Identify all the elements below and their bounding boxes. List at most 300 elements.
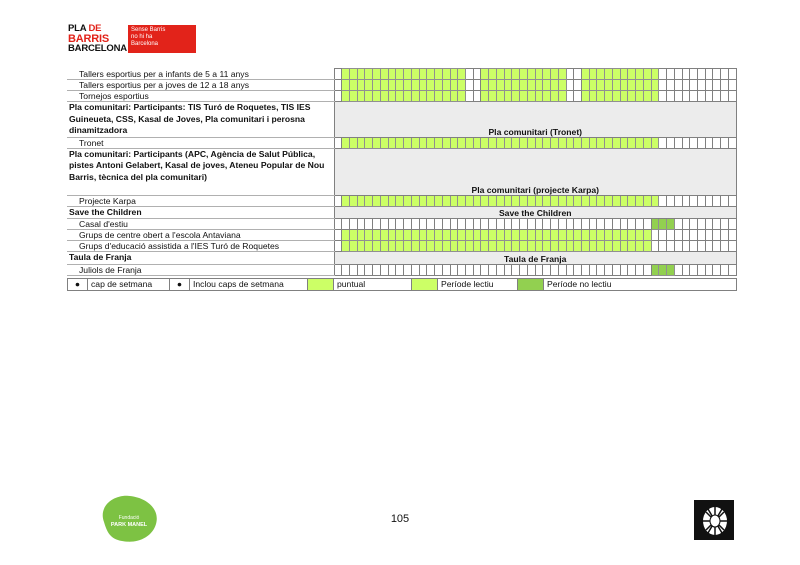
schedule-cell	[674, 219, 682, 230]
legend-swatch-no-lectiu	[518, 279, 544, 291]
schedule-cell	[667, 69, 675, 80]
schedule-cell	[721, 80, 729, 91]
schedule-cell	[543, 219, 551, 230]
schedule-cell	[535, 80, 543, 91]
schedule-cell	[349, 137, 357, 148]
activity-label: Grups de centre obert a l'escola Antaviana	[67, 230, 334, 241]
schedule-cell	[411, 264, 419, 275]
schedule-cell	[442, 80, 450, 91]
schedule-cell	[388, 241, 396, 252]
schedule-cell	[728, 241, 736, 252]
schedule-cell	[442, 137, 450, 148]
schedule-cell	[636, 230, 644, 241]
schedule-cell	[667, 219, 675, 230]
schedule-cell	[504, 219, 512, 230]
schedule-cell	[435, 195, 443, 206]
schedule-cell	[728, 69, 736, 80]
schedule-cell	[404, 69, 412, 80]
schedule-cell	[334, 195, 342, 206]
schedule-cell	[342, 80, 350, 91]
schedule-cell	[442, 91, 450, 102]
schedule-cell	[334, 69, 342, 80]
schedule-cell	[682, 241, 690, 252]
schedule-cell	[458, 264, 466, 275]
schedule-cell	[628, 91, 636, 102]
schedule-cell	[667, 230, 675, 241]
schedule-cell	[380, 264, 388, 275]
schedule-cell	[489, 219, 497, 230]
schedule-cell	[342, 137, 350, 148]
schedule-cell	[404, 137, 412, 148]
activity-row	[67, 195, 737, 206]
activity-row	[67, 230, 737, 241]
schedule-cell	[597, 137, 605, 148]
schedule-cell	[698, 137, 706, 148]
schedule-cell	[620, 241, 628, 252]
schedule-cell	[380, 241, 388, 252]
schedule-cell	[349, 219, 357, 230]
schedule-cell	[396, 241, 404, 252]
schedule-cell	[605, 241, 613, 252]
schedule-cell	[582, 80, 590, 91]
schedule-cell	[612, 69, 620, 80]
schedule-cell	[357, 219, 365, 230]
schedule-cell	[411, 91, 419, 102]
schedule-cell	[690, 264, 698, 275]
schedule-cell	[489, 91, 497, 102]
schedule-cell	[636, 80, 644, 91]
schedule-cell	[496, 69, 504, 80]
schedule-cell	[489, 80, 497, 91]
schedule-cell	[396, 137, 404, 148]
schedule-cell	[582, 195, 590, 206]
schedule-cell	[388, 219, 396, 230]
schedule-cell	[682, 195, 690, 206]
schedule-cell	[574, 219, 582, 230]
schedule-cell	[582, 241, 590, 252]
schedule-cell	[643, 137, 651, 148]
schedule-cell	[481, 195, 489, 206]
schedule-cell	[628, 80, 636, 91]
schedule-cell	[620, 91, 628, 102]
schedule-cell	[682, 264, 690, 275]
schedule-cell	[458, 80, 466, 91]
schedule-cell	[373, 91, 381, 102]
schedule-cell	[512, 80, 520, 91]
schedule-cell	[349, 195, 357, 206]
schedule-cell	[435, 91, 443, 102]
logo-tagline1: Sense Barris	[131, 27, 166, 33]
schedule-cell	[636, 195, 644, 206]
schedule-cell	[396, 195, 404, 206]
schedule-cell	[512, 195, 520, 206]
schedule-cell	[419, 219, 427, 230]
schedule-cell	[612, 264, 620, 275]
schedule-cell	[589, 264, 597, 275]
schedule-cell	[589, 230, 597, 241]
group-band-title: Pla comunitari (Tronet)	[334, 102, 737, 138]
schedule-cell	[558, 264, 566, 275]
schedule-cell	[411, 80, 419, 91]
schedule-cell	[334, 91, 342, 102]
activity-label: Grups d'educació assistida a l'IES Turó de Roquetes	[67, 241, 334, 252]
schedule-cell	[481, 80, 489, 91]
left-logo-text1: Fundació	[118, 515, 140, 521]
schedule-cell	[628, 241, 636, 252]
schedule-cell	[334, 137, 342, 148]
schedule-cell	[597, 264, 605, 275]
schedule-cell	[667, 195, 675, 206]
schedule-cell	[597, 69, 605, 80]
schedule-cell	[651, 219, 659, 230]
legend-label-puntual: puntual	[334, 279, 412, 291]
schedule-cell	[705, 230, 713, 241]
schedule-cell	[527, 91, 535, 102]
schedule-cell	[388, 264, 396, 275]
schedule-cell	[566, 137, 574, 148]
schedule-cell	[535, 230, 543, 241]
schedule-cell	[349, 230, 357, 241]
schedule-cell	[388, 80, 396, 91]
schedule-cell	[473, 80, 481, 91]
schedule-cell	[620, 264, 628, 275]
schedule-cell	[612, 195, 620, 206]
schedule-cell	[504, 80, 512, 91]
schedule-cell	[574, 91, 582, 102]
schedule-cell	[427, 69, 435, 80]
schedule-cell	[698, 195, 706, 206]
schedule-cell	[659, 264, 667, 275]
logo-tagline-box	[128, 25, 196, 53]
schedule-cell	[496, 80, 504, 91]
schedule-cell	[566, 91, 574, 102]
schedule-cell	[496, 195, 504, 206]
schedule-cell	[512, 219, 520, 230]
schedule-cell	[373, 69, 381, 80]
schedule-cell	[442, 230, 450, 241]
schedule-cell	[605, 230, 613, 241]
schedule-cell	[705, 219, 713, 230]
schedule-cell	[574, 241, 582, 252]
schedule-cell	[574, 264, 582, 275]
schedule-cell	[373, 80, 381, 91]
schedule-cell	[435, 219, 443, 230]
group-label: Taula de Franja	[67, 252, 334, 265]
schedule-cell	[435, 80, 443, 91]
schedule-cell	[427, 264, 435, 275]
schedule-cell	[612, 80, 620, 91]
schedule-cell	[380, 80, 388, 91]
schedule-cell	[612, 219, 620, 230]
schedule-cell	[450, 219, 458, 230]
schedule-cell	[342, 241, 350, 252]
schedule-cell	[698, 230, 706, 241]
schedule-cell	[458, 69, 466, 80]
schedule-cell	[520, 230, 528, 241]
schedule-cell	[465, 264, 473, 275]
schedule-cell	[543, 241, 551, 252]
pla-de-barris-logo	[68, 24, 196, 54]
schedule-cell	[419, 80, 427, 91]
legend-swatch-puntual	[308, 279, 334, 291]
activity-label: Tallers esportius per a joves de 12 a 18 anys	[67, 80, 334, 91]
schedule-cell	[450, 241, 458, 252]
schedule-cell	[388, 91, 396, 102]
schedule-cell	[698, 241, 706, 252]
schedule-cell	[636, 241, 644, 252]
activity-row	[67, 80, 737, 91]
schedule-cell	[527, 219, 535, 230]
schedule-cell	[682, 230, 690, 241]
schedule-table	[67, 68, 737, 276]
schedule-cell	[520, 69, 528, 80]
schedule-cell	[357, 241, 365, 252]
schedule-cell	[690, 80, 698, 91]
schedule-cell	[605, 137, 613, 148]
activity-label: Tronet	[67, 137, 334, 148]
schedule-cell	[427, 219, 435, 230]
schedule-cell	[450, 91, 458, 102]
activity-row	[67, 91, 737, 102]
schedule-cell	[582, 230, 590, 241]
schedule-cell	[605, 195, 613, 206]
schedule-cell	[380, 219, 388, 230]
schedule-cell	[674, 137, 682, 148]
schedule-cell	[628, 69, 636, 80]
schedule-cell	[419, 195, 427, 206]
schedule-cell	[504, 195, 512, 206]
schedule-cell	[574, 195, 582, 206]
schedule-cell	[597, 195, 605, 206]
group-label: Pla comunitari: Participants: TIS Turó de Roquetes, TIS IES Guineueta, CSS, Kasal de Joves, Pla comunitari i perosna dinamitzadora	[67, 102, 334, 138]
schedule-cell	[512, 264, 520, 275]
schedule-cell	[682, 91, 690, 102]
schedule-cell	[496, 241, 504, 252]
schedule-cell	[674, 230, 682, 241]
schedule-cell	[659, 195, 667, 206]
schedule-cell	[458, 137, 466, 148]
schedule-cell	[558, 195, 566, 206]
schedule-cell	[574, 80, 582, 91]
schedule-cell	[365, 264, 373, 275]
schedule-cell	[373, 264, 381, 275]
schedule-cell	[659, 91, 667, 102]
schedule-cell	[698, 219, 706, 230]
schedule-cell	[481, 230, 489, 241]
schedule-cell	[698, 264, 706, 275]
schedule-cell	[435, 137, 443, 148]
schedule-cell	[334, 80, 342, 91]
schedule-cell	[705, 80, 713, 91]
schedule-cell	[349, 69, 357, 80]
schedule-cell	[388, 195, 396, 206]
logo-tagline2: no hi ha	[131, 34, 153, 40]
schedule-cell	[551, 241, 559, 252]
schedule-cell	[674, 195, 682, 206]
schedule-cell	[442, 264, 450, 275]
schedule-cell	[690, 241, 698, 252]
schedule-cell	[551, 195, 559, 206]
schedule-cell	[674, 264, 682, 275]
schedule-cell	[435, 241, 443, 252]
schedule-cell	[543, 230, 551, 241]
schedule-cell	[404, 219, 412, 230]
schedule-cell	[551, 80, 559, 91]
schedule-cell	[713, 264, 721, 275]
schedule-cell	[404, 80, 412, 91]
schedule-cell	[651, 264, 659, 275]
schedule-cell	[458, 195, 466, 206]
schedule-cell	[636, 219, 644, 230]
green-blob-logo-icon	[96, 492, 162, 544]
schedule-cell	[543, 195, 551, 206]
schedule-cell	[659, 219, 667, 230]
schedule-cell	[566, 241, 574, 252]
schedule-cell	[520, 241, 528, 252]
schedule-cell	[473, 137, 481, 148]
schedule-cell	[543, 91, 551, 102]
schedule-cell	[489, 69, 497, 80]
legend-label-weekend: cap de setmana	[88, 279, 170, 291]
schedule-cell	[721, 264, 729, 275]
schedule-cell	[636, 137, 644, 148]
schedule-cell	[473, 241, 481, 252]
schedule-cell	[682, 219, 690, 230]
schedule-cell	[465, 69, 473, 80]
group-band-title: Pla comunitari (projecte Karpa)	[334, 148, 737, 195]
schedule-cell	[728, 80, 736, 91]
activity-label: Tornejos esportius	[67, 91, 334, 102]
schedule-cell	[690, 230, 698, 241]
schedule-cell	[589, 80, 597, 91]
schedule-cell	[473, 69, 481, 80]
schedule-cell	[628, 137, 636, 148]
schedule-cell	[427, 80, 435, 91]
schedule-cell	[527, 195, 535, 206]
schedule-cell	[396, 219, 404, 230]
schedule-cell	[349, 264, 357, 275]
activity-label: Tallers esportius per a infants de 5 a 11 anys	[67, 69, 334, 80]
schedule-cell	[504, 69, 512, 80]
schedule-cell	[605, 219, 613, 230]
schedule-cell	[543, 137, 551, 148]
schedule-cell	[589, 195, 597, 206]
schedule-cell	[380, 230, 388, 241]
schedule-cell	[473, 195, 481, 206]
schedule-cell	[504, 137, 512, 148]
schedule-cell	[705, 69, 713, 80]
schedule-cell	[342, 230, 350, 241]
schedule-cell	[612, 137, 620, 148]
activity-row	[67, 69, 737, 80]
schedule-cell	[558, 137, 566, 148]
schedule-cell	[427, 195, 435, 206]
schedule-cell	[527, 69, 535, 80]
schedule-cell	[481, 69, 489, 80]
schedule-cell	[349, 80, 357, 91]
schedule-cell	[411, 137, 419, 148]
schedule-cell	[713, 241, 721, 252]
schedule-cell	[643, 69, 651, 80]
schedule-cell	[566, 80, 574, 91]
schedule-cell	[527, 80, 535, 91]
schedule-cell	[682, 69, 690, 80]
schedule-cell	[620, 230, 628, 241]
schedule-cell	[543, 80, 551, 91]
schedule-cell	[705, 91, 713, 102]
schedule-cell	[520, 91, 528, 102]
schedule-cell	[450, 80, 458, 91]
schedule-cell	[489, 230, 497, 241]
schedule-cell	[349, 241, 357, 252]
schedule-cell	[597, 219, 605, 230]
schedule-cell	[357, 230, 365, 241]
schedule-cell	[450, 264, 458, 275]
schedule-cell	[589, 219, 597, 230]
schedule-cell	[667, 91, 675, 102]
logo-line2: BARRIS	[68, 33, 109, 45]
schedule-cell	[636, 91, 644, 102]
schedule-cell	[419, 264, 427, 275]
schedule-cell	[721, 195, 729, 206]
schedule-cell	[674, 241, 682, 252]
schedule-cell	[620, 80, 628, 91]
schedule-cell	[667, 80, 675, 91]
schedule-cell	[721, 241, 729, 252]
schedule-cell	[605, 80, 613, 91]
schedule-cell	[535, 219, 543, 230]
schedule-cell	[411, 230, 419, 241]
schedule-cell	[411, 195, 419, 206]
legend-dot-incl-weekend: ●	[170, 279, 190, 291]
schedule-cell	[357, 137, 365, 148]
schedule-cell	[489, 241, 497, 252]
logo-line1b: DE	[88, 23, 102, 34]
group-row	[67, 252, 737, 265]
schedule-cell	[643, 91, 651, 102]
schedule-cell	[698, 80, 706, 91]
legend-table	[67, 278, 737, 291]
schedule-cell	[465, 91, 473, 102]
schedule-cell	[427, 91, 435, 102]
schedule-cell	[682, 137, 690, 148]
schedule-cell	[442, 241, 450, 252]
schedule-cell	[527, 241, 535, 252]
schedule-cell	[489, 195, 497, 206]
schedule-cell	[705, 264, 713, 275]
group-band-title: Save the Children	[334, 206, 737, 219]
schedule-cell	[659, 80, 667, 91]
schedule-cell	[620, 69, 628, 80]
schedule-cell	[404, 230, 412, 241]
schedule-cell	[512, 241, 520, 252]
schedule-cell	[342, 91, 350, 102]
schedule-cell	[721, 219, 729, 230]
schedule-cell	[512, 137, 520, 148]
schedule-cell	[419, 230, 427, 241]
legend-label-no-lectiu: Període no lectiu	[544, 279, 737, 291]
schedule-cell	[551, 219, 559, 230]
schedule-cell	[698, 69, 706, 80]
schedule-cell	[535, 137, 543, 148]
schedule-cell	[504, 264, 512, 275]
schedule-cell	[481, 264, 489, 275]
schedule-cell	[713, 219, 721, 230]
legend-label-lectiu: Període lectiu	[438, 279, 518, 291]
group-row	[67, 148, 737, 195]
schedule-cell	[582, 264, 590, 275]
schedule-cell	[643, 264, 651, 275]
